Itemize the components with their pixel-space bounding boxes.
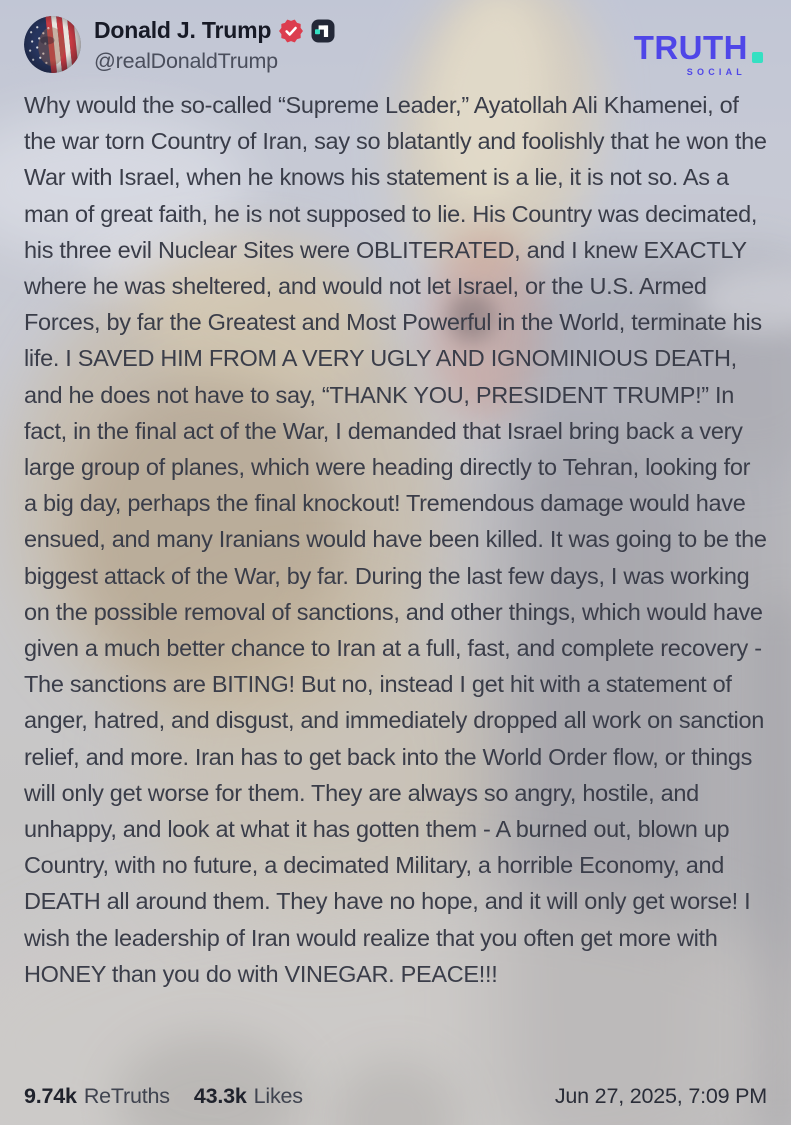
truth-social-badge-icon	[311, 19, 335, 43]
logo-period-square	[752, 52, 763, 63]
retruths-count: 9.74k	[24, 1084, 77, 1108]
trump-flag-avatar-image	[24, 16, 81, 73]
post-footer	[24, 1084, 767, 1109]
likes-stat[interactable]	[194, 1084, 303, 1109]
avatar[interactable]	[24, 16, 81, 73]
retruths-stat[interactable]	[24, 1084, 170, 1109]
engagement-stats	[24, 1084, 303, 1109]
truth-social-logo[interactable]	[634, 31, 763, 77]
author-handle[interactable]: @realDonaldTrump	[94, 49, 278, 73]
post-body-text: Why would the so-called “Supreme Leader,” Ayatollah Ali Khamenei, of the war torn Country of Iran, say so blatantly and foolishly that he won the War with Israel, when he knows his statement is a lie, it is not so. As a man of great faith, he is not supposed to lie. His Country was decimated, his three evil Nuclear Sites were OBLITERATED, and I knew EXACTLY where he was sheltered, and would not let Israel, or the U.S. Armed Forces, by far the Greatest and Most Powerful in the World, terminate his life. I SAVED HIM FROM A VERY UGLY AND IGNOMINIOUS DEATH, and he does not have to say, “THANK YOU, PRESIDENT TRUMP!” In fact, in the final act of the War, I demanded that Israel bring back a very large group of planes, which were heading directly to Tehran, looking for a big day, perhaps the final knockout! Tremendous damage would have ensued, and many Iranians would have been killed. It was going to be the biggest attack of the War, by far. During the last few days, I was working on the possible removal of sanctions, and other things, which would have given a much better chance to Iran at a full, fast, and complete recovery - The sanctions are BITING! But no, instead I get hit with a statement of anger, hatred, and disgust, and immediately dropped all work on sanction relief, and more. Iran has to get back into the World Order flow, or things will only get worse for them. They are always so angry, hostile, and unhappy, and look at what it has gotten them - A burned out, blown up Country, with no future, a decimated Military, a horrible Economy, and DEATH all around them. They have no hope, and it will only get worse! I wish the leadership of Iran would realize that you often get more with HONEY than you do with VINEGAR. PEACE!!!	[24, 92, 773, 987]
logo-wordmark: TRUTH	[633, 29, 748, 66]
likes-count: 43.3k	[193, 1084, 247, 1108]
author-display-name[interactable]: Donald J. Trump	[94, 17, 272, 43]
likes-label: Likes	[253, 1084, 303, 1108]
verified-badge-icon	[279, 19, 303, 43]
logo-tagline: SOCIAL	[686, 67, 746, 77]
retruths-label: ReTruths	[83, 1084, 170, 1108]
post-timestamp[interactable]: Jun 27, 2025, 7:09 PM	[554, 1084, 767, 1108]
